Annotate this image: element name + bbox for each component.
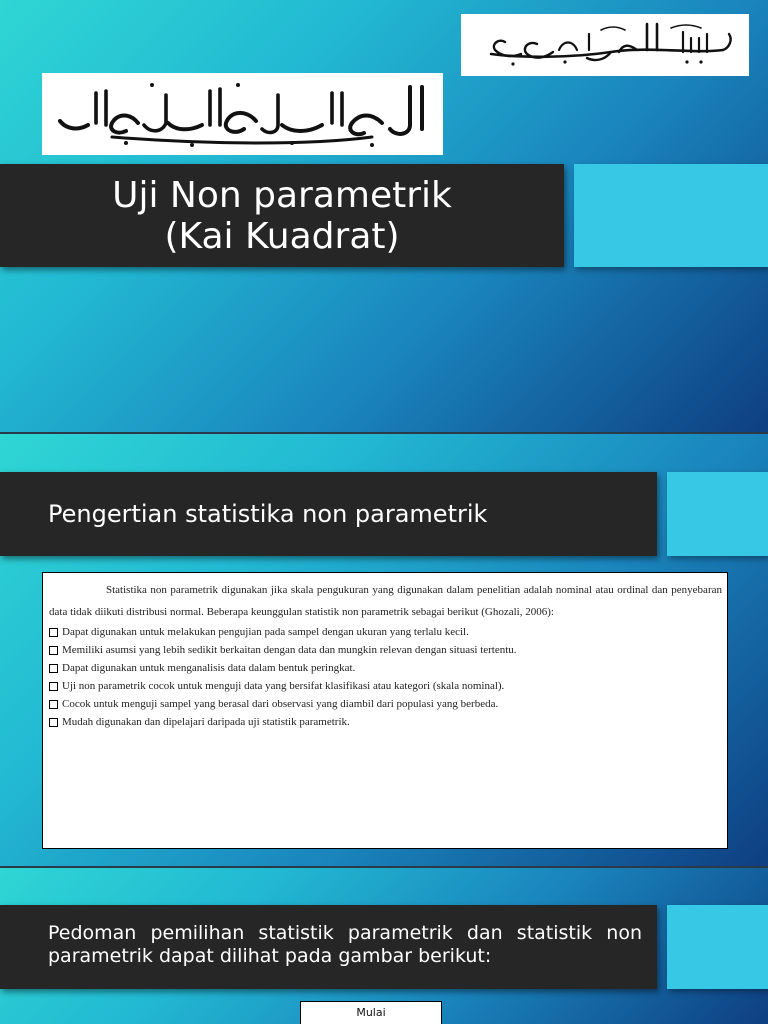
list-item-text: Uji non parametrik cocok untuk menguji data yang bersifat klasifikasi atau kategori (skala nominal). [62, 680, 505, 692]
list-item-text: Mudah digunakan dan dipelajari daripada uji statistik parametrik. [62, 716, 350, 728]
title-accent-block [574, 164, 768, 267]
basmalah-calligraphy [461, 14, 749, 76]
list-item [49, 695, 722, 713]
heading-accent-block [667, 905, 768, 989]
salam-calligraphy-art [42, 73, 443, 155]
list-item [49, 659, 722, 677]
list-item [49, 713, 722, 731]
checkbox-icon [49, 700, 58, 709]
slide-title-text [0, 164, 564, 267]
title-line-1: Uji Non parametrik [112, 174, 452, 216]
salam-calligraphy [42, 73, 443, 155]
list-item-text: Dapat digunakan untuk melakukan pengujian pada sampel dengan ukuran yang terlalu kecil. [62, 626, 469, 638]
list-item-text: Dapat digunakan untuk menganalisis data dalam bentuk peringkat. [62, 662, 356, 674]
list-item [49, 641, 722, 659]
content-box [42, 572, 728, 849]
flowchart-start-box: Mulai [300, 1001, 442, 1024]
title-line-2: (Kai Kuadrat) [164, 215, 400, 257]
checkbox-icon [49, 628, 58, 637]
checkbox-icon [49, 718, 58, 727]
slide-heading: Pengertian statistika non parametrik [48, 500, 488, 528]
basmalah-calligraphy-art [461, 14, 749, 76]
list-item-text: Cocok untuk menguji sampel yang berasal dari observasi yang diambil dari populasi yang berbeda. [62, 698, 499, 710]
intro-paragraph: Statistika non parametrik digunakan jika skala pengukuran yang digunakan dalam penelitian adalah nominal atau ordinal dan penyebaran data tidak diikuti distribusi normal. Beberapa keunggulan statistik non parametrik sebagai berikut (Ghozali, 2006): [49, 584, 722, 618]
slide-heading: Pedoman pemilihan statistik parametrik dan statistik non parametrik dapat dilihat pada gambar berikut: [48, 922, 642, 967]
heading-accent-block [667, 472, 768, 556]
checkbox-icon [49, 664, 58, 673]
list-item-text: Memiliki asumsi yang lebih sedikit berkaitan dengan data dan mungkin relevan dengan situasi tertentu. [62, 644, 517, 656]
list-item [49, 677, 722, 695]
checkbox-icon [49, 646, 58, 655]
list-item [49, 623, 722, 641]
checkbox-icon [49, 682, 58, 691]
